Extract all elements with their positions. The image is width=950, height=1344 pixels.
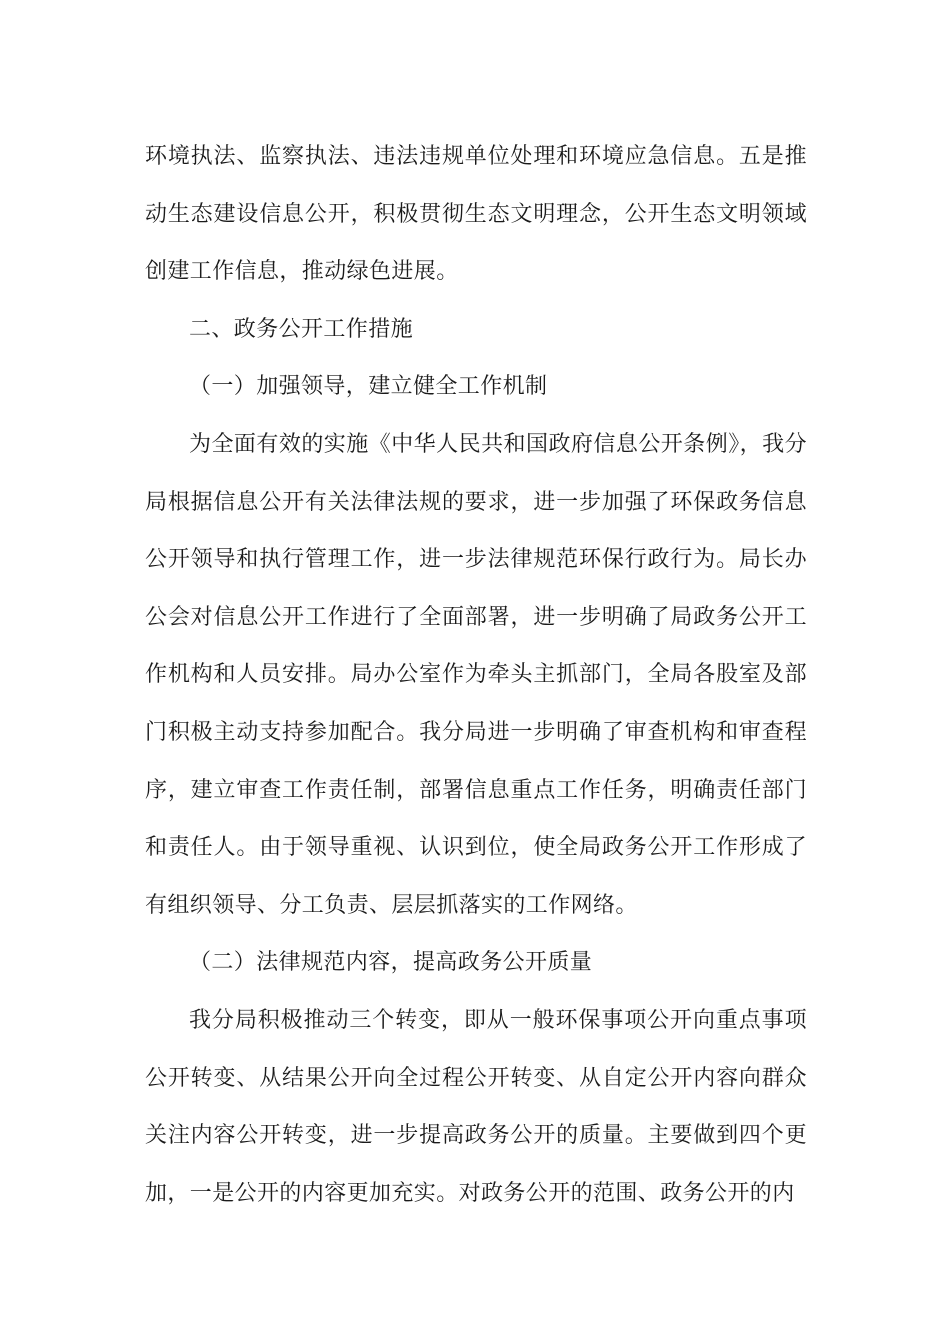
document-body <box>145 128 807 1222</box>
subsection-heading-1: （一）加强领导，建立健全工作机制 <box>189 374 548 400</box>
paragraph-leadership: 为全面有效的实施《中华人民共和国政府信息公开条例》，我分局根据信息公开有关法律法规的要求，进一步加强了环保政务信息公开领导和执行管理工作，进一步法律规范环保行政行为。局长办公会对信息公开工作进行了全面部署，进一步明确了局政务公开工作机构和人员安排。局办公室作为牵头主抓部门，全局各股室及部门积极主动支持参加配合。我分局进一步明确了审查机构和审查程序，建立审查工作责任制，部署信息重点工作任务，明确责任部门和责任人。由于领导重视、认识到位，使全局政务公开工作形成了有组织领导、分工负责、层层抓落实的工作网络。 <box>145 431 807 918</box>
subsection-heading-2: （二）法律规范内容，提高政务公开质量 <box>189 950 593 976</box>
paragraph-continuation: 环境执法、监察执法、违法违规单位处理和环境应急信息。五是推动生态建设信息公开，积极贯彻生态文明理念，公开生态文明领域创建工作信息，推动绿色进展。 <box>145 144 807 285</box>
paragraph-content-quality: 我分局积极推动三个转变，即从一般环保事项公开向重点事项公开转变、从结果公开向全过程公开转变、从自定公开内容向群众关注内容公开转变，进一步提高政务公开的质量。主要做到四个更加，一是公开的内容更加充实。对政务公开的范围、政务公开的内 <box>145 1007 807 1206</box>
section-heading: 二、政务公开工作措施 <box>189 316 414 342</box>
